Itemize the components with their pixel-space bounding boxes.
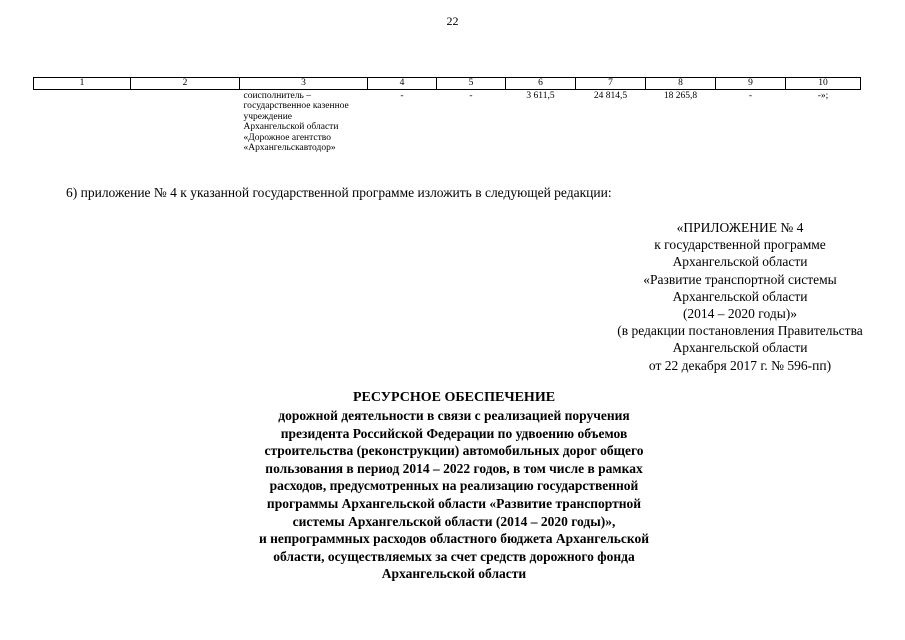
column-number-9: 9 xyxy=(716,78,786,90)
column-number-1: 1 xyxy=(34,78,131,90)
title-line: дорожной деятельности в связи с реализацией поручения xyxy=(278,408,630,423)
appendix-line: (в редакции постановления Правительства xyxy=(617,323,863,339)
table-cell-col10: -»; xyxy=(817,90,829,101)
amendment-item-text: 6) приложение № 4 к указанной государственной программе изложить в следующей редакции: xyxy=(66,185,612,200)
table-cell-col7: 24 814,5 xyxy=(593,90,628,101)
column-number-4: 4 xyxy=(368,78,437,90)
executor-line: соисполнитель – xyxy=(243,90,311,101)
column-number-8: 8 xyxy=(646,78,716,90)
title-line: строительства (реконструкции) автомобильных дорог общего xyxy=(264,443,644,459)
column-number-2: 2 xyxy=(131,78,240,90)
appendix-block xyxy=(560,219,905,374)
column-number-7: 7 xyxy=(576,78,646,90)
appendix-line: «ПРИЛОЖЕНИЕ № 4 xyxy=(676,220,804,235)
table-cell-col6: 3 611,5 xyxy=(526,90,555,101)
executor-line: государственное казенное xyxy=(243,101,349,111)
title-line: расходов, предусмотренных на реализацию государственной xyxy=(269,478,639,494)
table-cell-empty xyxy=(34,89,131,154)
appendix-line: к государственной программе xyxy=(654,237,826,253)
table-header-row xyxy=(34,78,861,90)
appendix-line: Архангельской области xyxy=(672,340,808,356)
document-title xyxy=(204,389,704,583)
title-line: системы Архангельской области (2014 – 2020 годы)», xyxy=(292,513,616,529)
title-line: и непрограммных расходов областного бюджета Архангельской xyxy=(258,531,650,547)
title-line: Архангельской области xyxy=(381,566,527,582)
table-cell-col8: 18 265,8 xyxy=(663,90,698,101)
column-number-10: 10 xyxy=(786,78,861,90)
table-row xyxy=(34,89,861,154)
executor-line: «Дорожное агентство xyxy=(243,132,331,143)
appendix-line: Архангельской области xyxy=(672,254,808,270)
title-line: пользования в период 2014 – 2022 годов, в том числе в рамках xyxy=(265,460,643,476)
executor-line: учреждение xyxy=(243,111,292,122)
table-cell-col4: - xyxy=(400,90,404,101)
table-cell-col5: - xyxy=(469,90,473,101)
title-line: президента Российской Федерации по удвоению объемов xyxy=(280,425,628,441)
appendix-line: (2014 – 2020 годы)» xyxy=(682,306,798,322)
title-line: области, осуществляемых за счет средств дорожного фонда xyxy=(273,548,635,564)
page-number: 22 xyxy=(446,14,459,28)
column-number-5: 5 xyxy=(437,78,506,90)
continuation-table xyxy=(33,77,861,154)
table-cell-col9: - xyxy=(748,90,753,101)
column-number-6: 6 xyxy=(506,78,576,90)
executor-line: Архангельской области xyxy=(243,122,339,132)
appendix-line: «Развитие транспортной системы xyxy=(643,271,837,287)
table-cell-empty xyxy=(131,89,240,154)
column-number-3: 3 xyxy=(240,78,368,90)
executor-cell xyxy=(240,89,368,154)
executor-line: «Архангельскавтодор» xyxy=(243,143,336,153)
appendix-line: Архангельской области xyxy=(672,288,808,304)
title-line: программы Архангельской области «Развитие транспортной xyxy=(266,495,642,511)
appendix-line: от 22 декабря 2017 г. № 596-пп) xyxy=(648,357,832,373)
title-heading: РЕСУРСНОЕ ОБЕСПЕЧЕНИЕ xyxy=(352,390,556,405)
